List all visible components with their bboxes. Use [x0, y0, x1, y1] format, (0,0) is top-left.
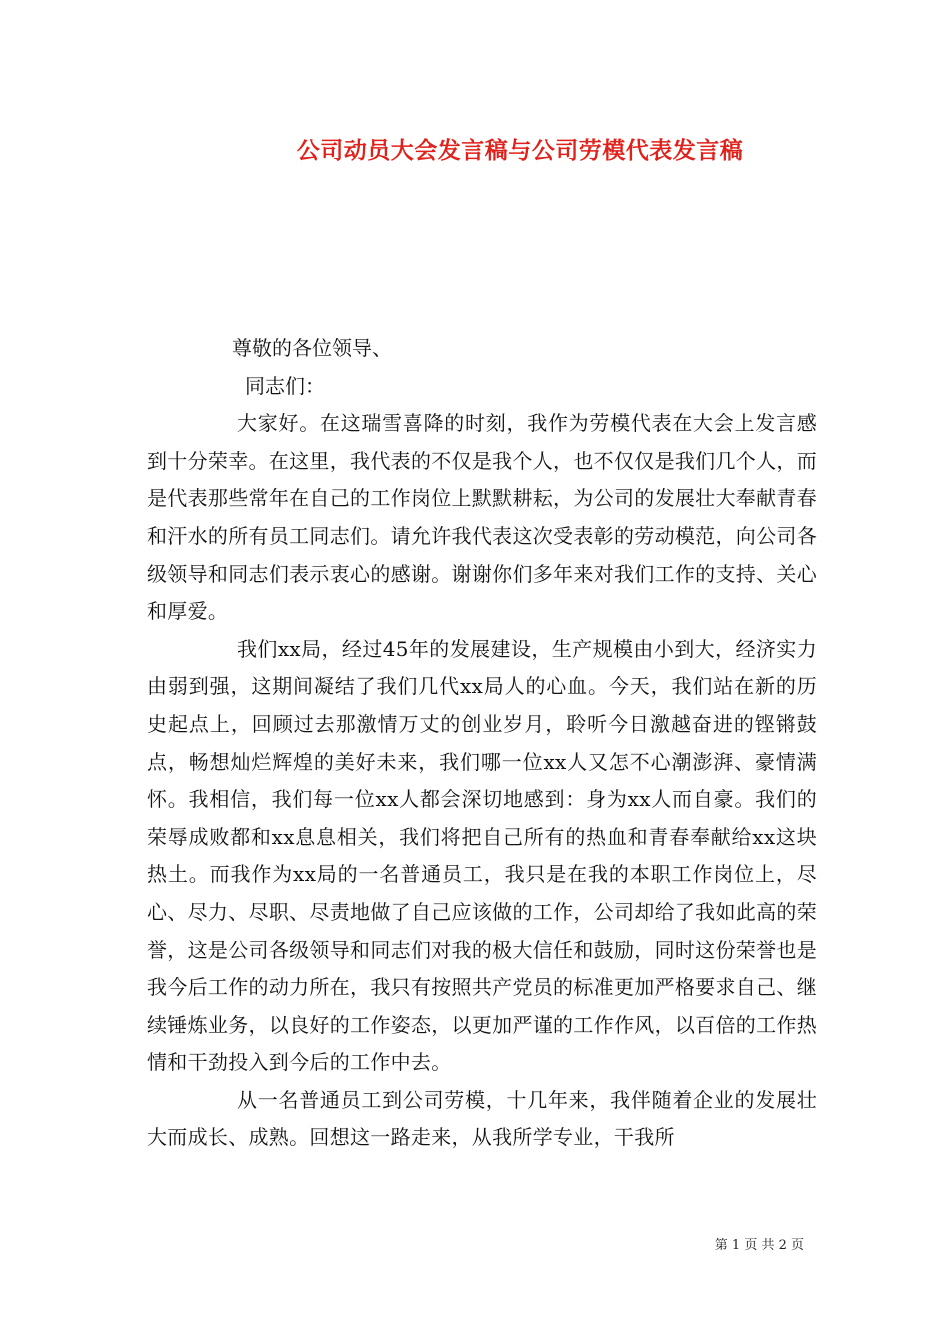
page-number: 第 1 页 共 2 页 [714, 1238, 804, 1253]
paragraph-2: 我们xx局，经过45年的发展建设，生产规模由小到大，经济实力由弱到强，这期间凝结了我们几代xx局人的心血。今天，我们站在新的历史起点上，回顾过去那激情万丈的创业岁月，聆听今日激越奋进的铿锵鼓点，畅想灿烂辉煌的美好未来，我们哪一位xx人又怎不心潮澎湃、豪情满怀。我相信，我们每一位xx人都会深切地感到：身为xx人而自豪。我们的荣辱成败都和xx息息相关，我们将把自己所有的热血和青春奉献给xx这块热土。而我作为xx局的一名普通员工，我只是在我的本职工作岗位上，尽心、尽力、尽职、尽责地做了自己应该做的工作，公司却给了我如此高的荣誉，这是公司各级领导和同志们对我的极大信任和鼓励，同时这份荣誉也是我今后工作的动力所在，我只有按照共产党员的标准更加严格要求自己、继续锤炼业务，以良好的工作姿态，以更加严谨的工作作风，以百倍的工作热情和干劲投入到今后的工作中去。 [147, 636, 817, 1075]
salutation-line-1: 尊敬的各位领导、 [232, 336, 392, 360]
document-body [147, 330, 817, 1157]
paragraph-3: 从一名普通员工到公司劳模，十几年来，我伴随着企业的发展壮大而成长、成熟。回想这一路走来，从我所学专业，干我所 [147, 1087, 817, 1150]
document-title: 公司动员大会发言稿与公司劳模代表发言稿 [296, 137, 744, 164]
salutation-line-2: 同志们： [245, 373, 325, 398]
paragraph-1: 大家好。在这瑞雪喜降的时刻，我作为劳模代表在大会上发言感到十分荣幸。在这里，我代表的不仅是我个人，也不仅仅是我们几个人，而是代表那些常年在自己的工作岗位上默默耕耘，为公司的发展壮大奉献青春和汗水的所有员工同志们。请允许我代表这次受表彰的劳动模范，向公司各级领导和同志们表示衷心的感谢。谢谢你们多年来对我们工作的支持、关心和厚爱。 [147, 411, 817, 624]
